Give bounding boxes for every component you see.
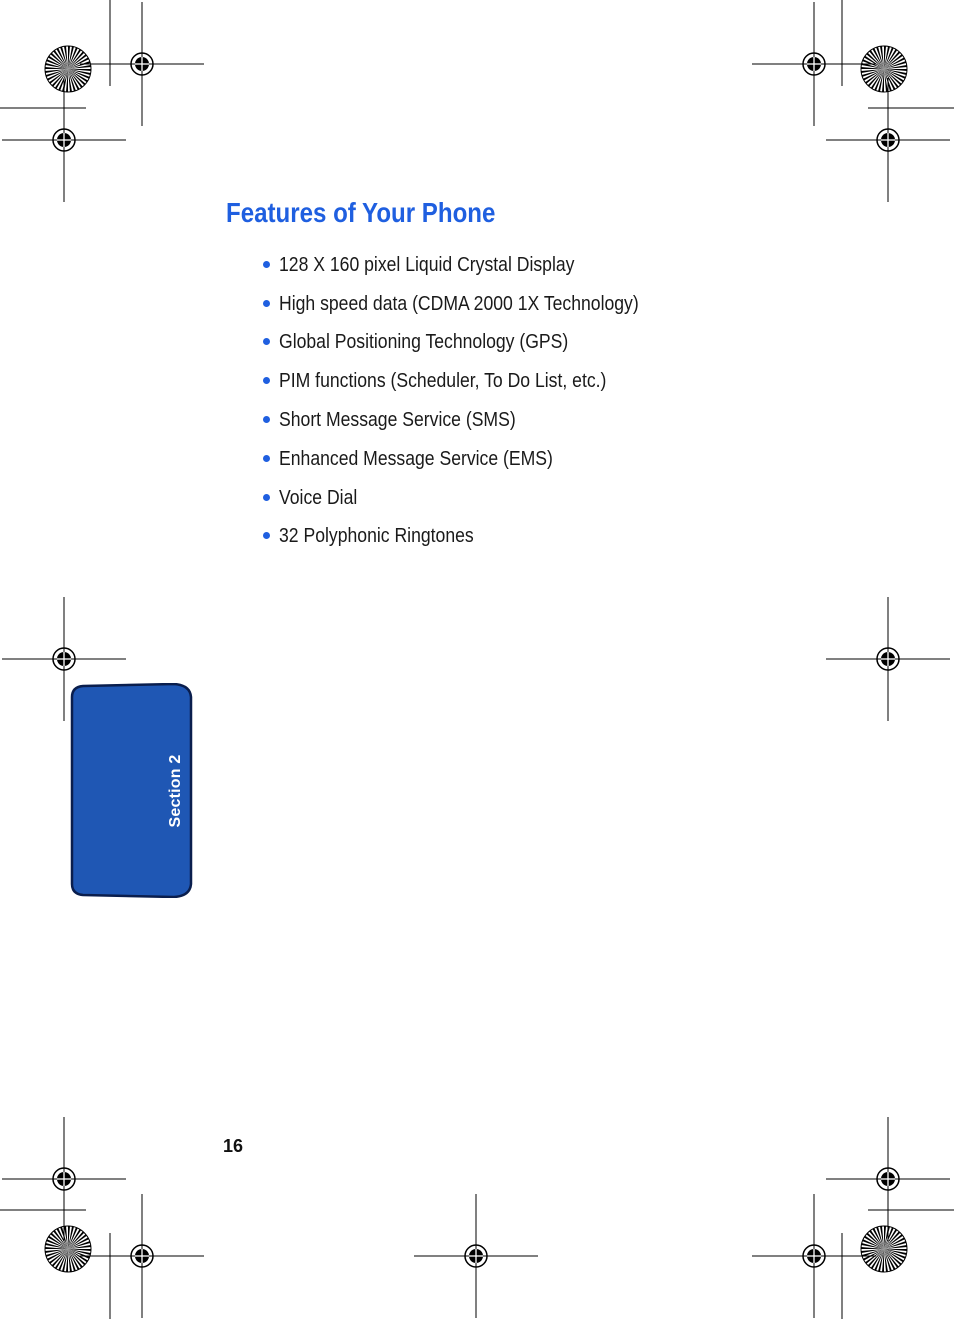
calibration-starburst-icon xyxy=(861,46,907,92)
feature-text: 32 Polyphonic Ringtones xyxy=(279,525,474,548)
list-item xyxy=(263,246,688,285)
bullet-icon xyxy=(263,261,270,268)
bullet-icon xyxy=(263,377,270,384)
bullet-icon xyxy=(263,455,270,462)
registration-mark-icon xyxy=(80,1194,204,1318)
list-item xyxy=(263,362,688,401)
registration-mark-icon xyxy=(2,78,126,202)
feature-text: Enhanced Message Service (EMS) xyxy=(279,447,553,470)
list-item xyxy=(263,440,688,479)
registration-mark-icon xyxy=(826,78,950,202)
registration-mark-icon xyxy=(414,1194,538,1318)
section-tab-label: Section 2 xyxy=(167,754,184,828)
registration-mark-icon xyxy=(80,2,204,126)
registration-mark-icon xyxy=(826,1117,950,1241)
bullet-icon xyxy=(263,338,270,345)
bullet-icon xyxy=(263,494,270,501)
page-title: Features of Your Phone xyxy=(226,197,496,228)
page-number: 16 xyxy=(223,1136,244,1156)
bullet-icon xyxy=(263,300,270,307)
list-item xyxy=(263,285,688,324)
feature-text: Voice Dial xyxy=(279,486,358,509)
calibration-starburst-icon xyxy=(45,46,91,92)
bullet-icon xyxy=(263,532,270,539)
list-item xyxy=(263,401,688,440)
bullet-icon xyxy=(263,416,270,423)
list-item xyxy=(263,518,688,557)
calibration-starburst-icon xyxy=(45,1226,91,1272)
feature-text: Global Positioning Technology (GPS) xyxy=(279,331,569,354)
calibration-starburst-icon xyxy=(861,1226,907,1272)
registration-mark-icon xyxy=(826,597,950,721)
registration-mark-icon xyxy=(2,1117,126,1241)
feature-text: PIM functions (Scheduler, To Do List, etc.) xyxy=(279,370,607,393)
feature-list xyxy=(263,246,688,556)
registration-mark-icon xyxy=(752,1194,876,1318)
feature-text: Short Message Service (SMS) xyxy=(279,409,516,432)
list-item xyxy=(263,324,688,363)
feature-text: 128 X 160 pixel Liquid Crystal Display xyxy=(279,253,575,276)
feature-text: High speed data (CDMA 2000 1X Technology) xyxy=(279,292,639,315)
registration-mark-icon xyxy=(752,2,876,126)
list-item xyxy=(263,479,688,518)
